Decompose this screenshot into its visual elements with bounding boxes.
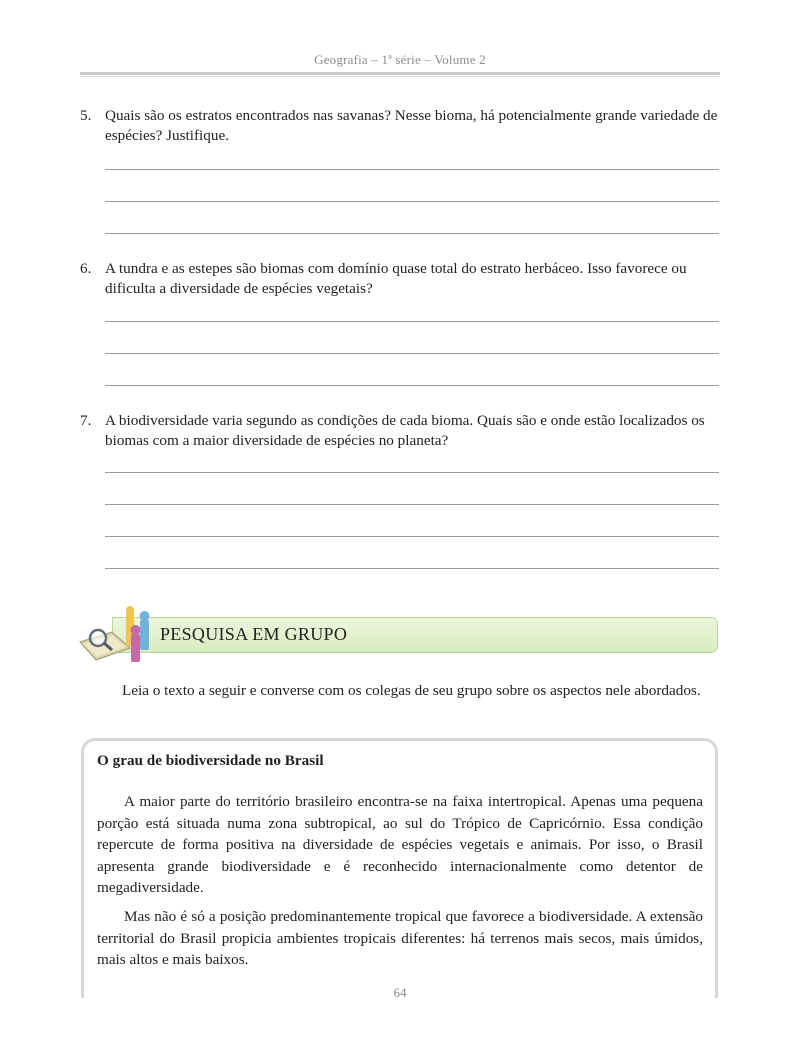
answer-line[interactable] xyxy=(105,472,719,473)
answer-line[interactable] xyxy=(105,201,719,202)
header-rule xyxy=(80,72,720,75)
answer-line[interactable] xyxy=(105,385,719,386)
header-rule-thin xyxy=(80,76,720,77)
group-instruction: Leia o texto a seguir e converse com os colegas de seu grupo sobre os aspectos nele abordados. xyxy=(122,682,701,699)
answer-line[interactable] xyxy=(105,353,719,354)
answer-line[interactable] xyxy=(105,504,719,505)
page-number: 64 xyxy=(393,985,407,1000)
question-number: 5. xyxy=(80,107,92,124)
question-text: A tundra e as estepes são biomas com domínio quase total do estrato herbáceo. Isso favorece ou dificulta a diversidade de espécies vegetais? xyxy=(105,260,687,297)
group-section-title: PESQUISA EM GRUPO xyxy=(160,624,348,644)
question-text: A biodiversidade varia segundo as condições de cada bioma. Quais são e onde estão localizados os biomas com a maior diversidade de espécies no planeta? xyxy=(105,412,705,449)
question-number: 6. xyxy=(80,260,92,277)
question-5 xyxy=(80,106,720,146)
question-text: Quais são os estratos encontrados nas savanas? Nesse bioma, há potencialmente grande variedade de espécies? Justifique. xyxy=(105,107,718,144)
text-box-paragraph: A maior parte do território brasileiro encontra-se na faixa intertropical. Apenas uma pequena porção está situada numa zona subtropical, ao sul do Trópico de Capricórnio. Essa condição repercute de forma positiva na diversidade de espécies vegetais e animais. Por isso, o Brasil apresenta grande biodiversidade e é reconhecido internacionalmente como detentor de megadiversidade. xyxy=(97,793,703,896)
answer-line[interactable] xyxy=(105,233,719,234)
text-box-title: O grau de biodiversidade no Brasil xyxy=(97,752,324,769)
question-number: 7. xyxy=(80,412,92,429)
group-research-icon xyxy=(78,604,164,662)
running-header: Geografia – 1ª série – Volume 2 xyxy=(314,52,486,67)
answer-line[interactable] xyxy=(105,169,719,170)
answer-line[interactable] xyxy=(105,568,719,569)
answer-line[interactable] xyxy=(105,536,719,537)
question-6 xyxy=(80,259,720,299)
question-7 xyxy=(80,411,720,451)
text-box-paragraph: Mas não é só a posição predominantemente tropical que favorece a biodiversidade. A extensão territorial do Brasil propicia ambientes tropicais diferentes: há terrenos mais secos, mais úmidos, mais altos e mais baixos. xyxy=(97,908,703,968)
answer-line[interactable] xyxy=(105,321,719,322)
